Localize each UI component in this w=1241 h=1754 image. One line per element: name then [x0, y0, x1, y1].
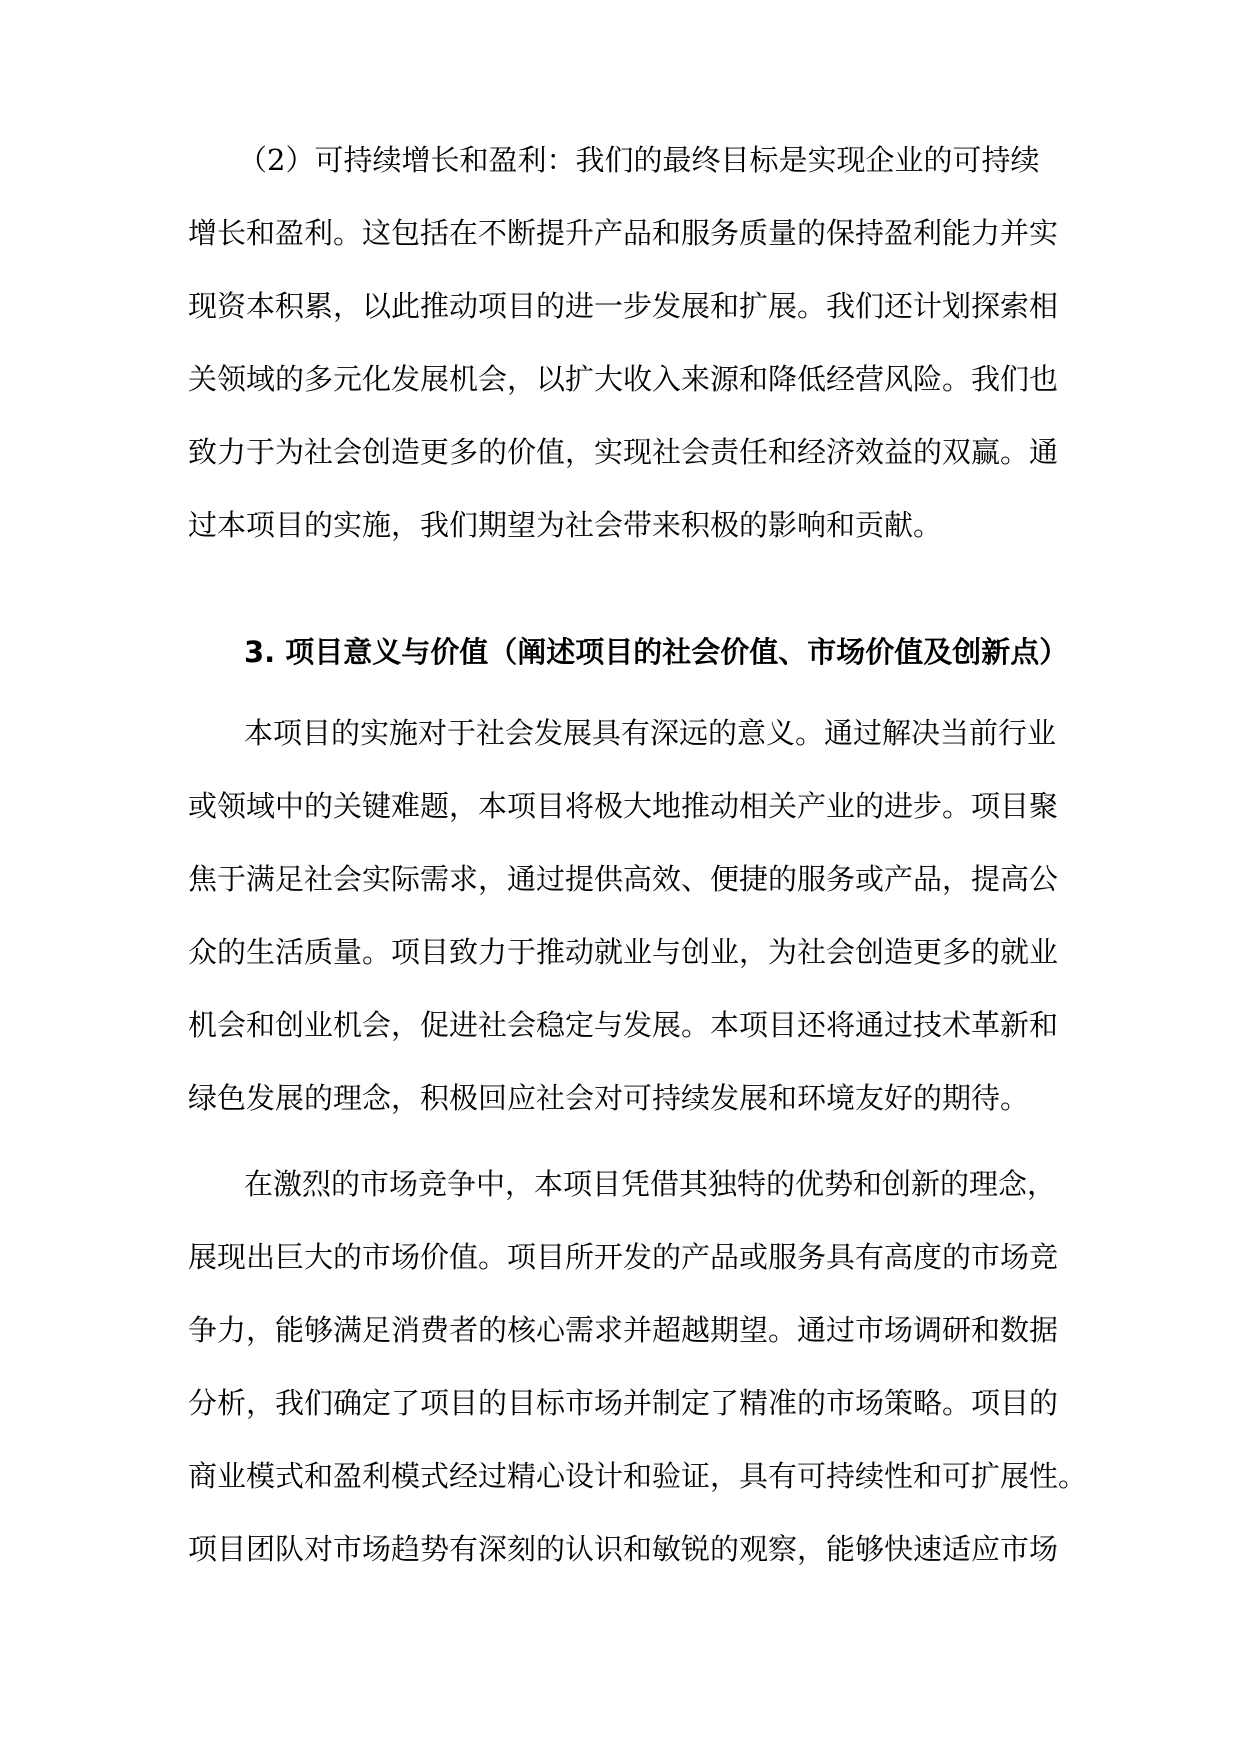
paragraph-1-line-6: 过本项目的实施，我们期望为社会带来积极的影响和贡献。 — [188, 508, 943, 542]
paragraph-3-line-3: 争力，能够满足消费者的核心需求并超越期望。通过市场调研和数据 — [188, 1313, 1059, 1347]
paragraph-2-line-2: 或领域中的关键难题，本项目将极大地推动相关产业的进步。项目聚 — [188, 789, 1059, 823]
paragraph-1-line-3: 现资本积累，以此推动项目的进一步发展和扩展。我们还计划探索相 — [188, 289, 1059, 323]
section-heading: 3. 项目意义与价值（阐述项目的社会价值、市场价值及创新点） — [244, 635, 1069, 669]
paragraph-3-line-5: 商业模式和盈利模式经过精心设计和验证，具有可持续性和可扩展性。 — [188, 1459, 1088, 1493]
paragraph-1-line-4: 关领域的多元化发展机会，以扩大收入来源和降低经营风险。我们也 — [188, 362, 1059, 396]
paragraph-2-line-4: 众的生活质量。项目致力于推动就业与创业，为社会创造更多的就业 — [188, 935, 1059, 969]
paragraph-3-line-1: 在激烈的市场竞争中，本项目凭借其独特的优势和创新的理念， — [244, 1167, 1057, 1201]
paragraph-1-line-5: 致力于为社会创造更多的价值，实现社会责任和经济效益的双赢。通 — [188, 435, 1059, 469]
paragraph-2-line-3: 焦于满足社会实际需求，通过提供高效、便捷的服务或产品，提高公 — [188, 862, 1059, 896]
paragraph-3-line-2: 展现出巨大的市场价值。项目所开发的产品或服务具有高度的市场竞 — [188, 1240, 1059, 1274]
paragraph-2-line-6: 绿色发展的理念，积极回应社会对可持续发展和环境友好的期待。 — [188, 1081, 1030, 1115]
paragraph-1-line-1: （2）可持续增长和盈利：我们的最终目标是实现企业的可持续 — [238, 143, 1040, 177]
paragraph-2-line-1: 本项目的实施对于社会发展具有深远的意义。通过解决当前行业 — [244, 716, 1057, 750]
paragraph-2-line-5: 机会和创业机会，促进社会稳定与发展。本项目还将通过技术革新和 — [188, 1008, 1059, 1042]
paragraph-3-line-4: 分析，我们确定了项目的目标市场并制定了精准的市场策略。项目的 — [188, 1386, 1059, 1420]
paragraph-3-line-6: 项目团队对市场趋势有深刻的认识和敏锐的观察，能够快速适应市场 — [188, 1532, 1059, 1566]
paragraph-1-line-2: 增长和盈利。这包括在不断提升产品和服务质量的保持盈利能力并实 — [188, 216, 1059, 250]
